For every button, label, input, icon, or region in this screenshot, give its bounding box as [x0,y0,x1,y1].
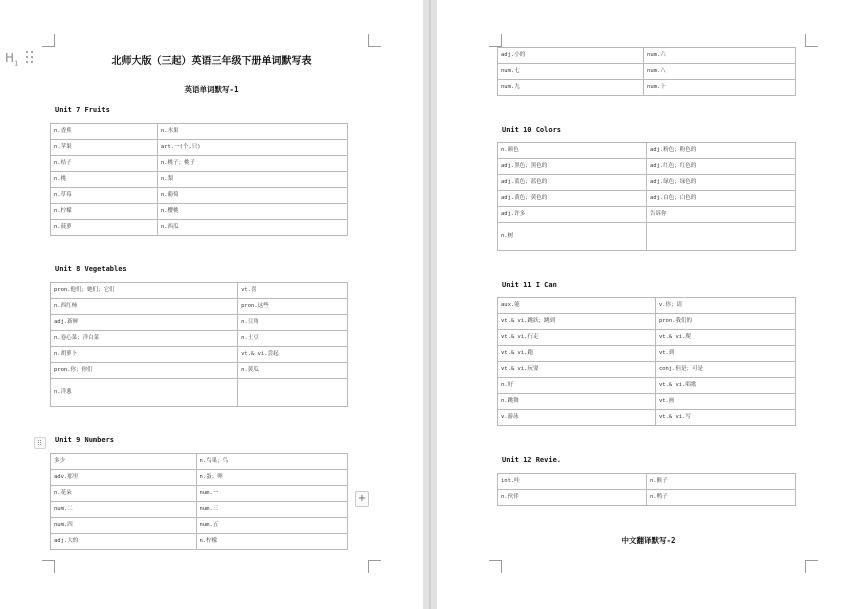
table-cell: n.花朵 [51,486,197,502]
table-cell: num.六 [644,48,796,64]
table-row [498,191,796,207]
vocab-table [50,282,348,407]
table-row [498,80,796,96]
table-cell: adj.许多 [498,207,647,223]
table-row [498,314,796,330]
vocab-table [497,473,796,506]
table-cell: n.鸟巢；鸟 [196,454,347,470]
table-row [51,470,348,486]
table-row [51,204,348,220]
table-cell: adj.红色；红色的 [647,159,796,175]
section-subtitle: 中文翻译默写-2 [621,536,676,545]
vocab-table [497,297,796,426]
vocab-table [497,142,796,251]
table-row [498,298,796,314]
table-cell: pron.这些 [238,299,348,315]
table-cell: adj.小的 [498,48,644,64]
table-cell: 告诉你 [647,207,796,223]
table-cell: n.好 [498,378,656,394]
table-cell: vt.& vi.写 [655,410,795,426]
table-cell: n.鸭子 [647,490,796,506]
table-row [498,346,796,362]
table-row [498,64,796,80]
unit-heading: Unit 12 Revie. [502,456,562,464]
table-cell: num.十 [644,80,796,96]
table-cell: pron.你；你们 [51,363,238,379]
table-cell: conj.但是；可是 [655,362,795,378]
table-cell: adj.蓝色；蓝色的 [498,175,647,191]
table-cell: vt.画 [655,394,795,410]
table-row [498,378,796,394]
table-cell: vt.到 [655,346,795,362]
table-cell: 多少 [51,454,197,470]
crop-mark [489,34,502,47]
document-page-2 [437,0,860,609]
table-cell: n.香蕉 [51,124,158,140]
table-cell: adj.大的 [51,534,197,550]
table-row [51,518,348,534]
table-row [498,362,796,378]
table-row [51,172,348,188]
table-row [51,502,348,518]
crop-mark [805,560,818,573]
table-cell: n.葡萄 [157,188,347,204]
table-cell: n.苹果 [51,140,158,156]
vocab-table [497,47,796,96]
block-handle-icon[interactable] [34,437,46,449]
table-cell: n.洋葱 [51,379,238,407]
table-cell: vt.& vi.爬 [655,330,795,346]
table-cell: adj.新鲜 [51,315,238,331]
table-row [498,490,796,506]
table-row [498,223,796,251]
vocab-table [50,453,348,550]
section-subtitle: 英语单词默写-1 [184,85,239,94]
table-cell: adj.黑色；黑色的 [498,159,647,175]
table-row [51,315,348,331]
table-row [51,188,348,204]
table-row [51,124,348,140]
table-cell: n.桃 [51,172,158,188]
table-row [498,207,796,223]
table-cell: n.胡萝卜 [51,347,238,363]
table-cell: vt.& vi.跳跃；跳到 [498,314,656,330]
table-row [51,379,348,407]
table-cell: adv.那里 [51,470,197,486]
crop-mark [42,560,55,573]
table-cell: num.五 [196,518,347,534]
table-cell: n.柠檬 [196,534,347,550]
table-row [51,283,348,299]
unit-heading: Unit 11 I Can [502,281,557,289]
add-block-button[interactable]: + [355,491,369,507]
table-cell: n.卷心菜；洋白菜 [51,331,238,347]
table-cell: adj.白色；白色的 [647,191,796,207]
table-row [51,140,348,156]
document-title: 北师大版（三起）英语三年级下册单词默写表 [111,56,312,67]
table-cell: num.二 [51,502,197,518]
table-cell: vt.& vi.唱歌 [655,378,795,394]
table-row [51,486,348,502]
table-cell: vt.喜 [238,283,348,299]
page-gutter [423,0,437,609]
unit-heading: Unit 9 Numbers [55,436,115,444]
unit-heading: Unit 10 Colors [502,126,562,134]
table-cell: n.豆角 [238,315,348,331]
table-cell: n.颜色 [498,143,647,159]
table-cell: vt.& vi.行走 [498,330,656,346]
table-cell: n.桃子；桃子 [157,156,347,172]
table-cell: adj.绿色；绿色的 [647,175,796,191]
table-cell: n.水果 [157,124,347,140]
table-row [498,143,796,159]
table-cell: n.菠萝 [51,220,158,236]
table-cell: num.八 [644,64,796,80]
table-cell: n.柠檬 [51,204,158,220]
table-cell: num.九 [498,80,644,96]
table-row [498,330,796,346]
document-page-1 [0,0,423,609]
table-row [498,175,796,191]
table-row [51,156,348,172]
unit-heading: Unit 7 Fruits [55,106,110,114]
table-row [498,48,796,64]
crop-mark [489,560,502,573]
table-cell [647,223,796,251]
table-cell: pron.我们的 [655,314,795,330]
table-row [51,220,348,236]
table-cell: n.伙伴 [498,490,647,506]
table-cell: num.一 [196,486,347,502]
table-cell: num.三 [196,502,347,518]
table-cell: n.西瓜 [157,220,347,236]
table-cell: vt.& vi.尝起 [238,347,348,363]
table-row [498,394,796,410]
table-cell: n.土豆 [238,331,348,347]
table-cell: v.你；请 [655,298,795,314]
table-cell: n.桔子 [51,156,158,172]
table-row [498,159,796,175]
table-cell [238,379,348,407]
table-row [498,474,796,490]
table-cell: vt.& vi.跑 [498,346,656,362]
table-row [51,331,348,347]
crop-mark [368,560,381,573]
table-cell: n.草莓 [51,188,158,204]
table-cell: n.猴子 [647,474,796,490]
table-cell: n.黄瓜 [238,363,348,379]
table-cell: pron.他们；她们；它们 [51,283,238,299]
crop-mark [368,34,381,47]
table-row [51,534,348,550]
table-cell: n.西红柿 [51,299,238,315]
unit-heading: Unit 8 Vegetables [55,265,127,273]
table-cell: aux.能 [498,298,656,314]
table-cell: num.四 [51,518,197,534]
table-cell: num.七 [498,64,644,80]
table-cell: adj.粉色；粉色的 [647,143,796,159]
table-cell: n.跳舞 [498,394,656,410]
heading-icon-letter: H [5,51,15,65]
table-cell: adj.黄色；黄色的 [498,191,647,207]
crop-mark [42,34,55,47]
table-cell: vt.& vi.玩耍 [498,362,656,378]
table-row [51,347,348,363]
table-cell: int.哇 [498,474,647,490]
table-cell: n.树 [498,223,647,251]
heading-icon-level: 1 [14,59,19,68]
table-row [51,363,348,379]
table-row [51,299,348,315]
table-cell: n.蛋；卵 [196,470,347,486]
table-row [498,410,796,426]
table-cell: v.游泳 [498,410,656,426]
crop-mark [805,34,818,47]
table-cell: art.一(个,只) [157,140,347,156]
vocab-table [50,123,348,236]
table-cell: n.樱桃 [157,204,347,220]
table-cell: n.梨 [157,172,347,188]
table-row [51,454,348,470]
